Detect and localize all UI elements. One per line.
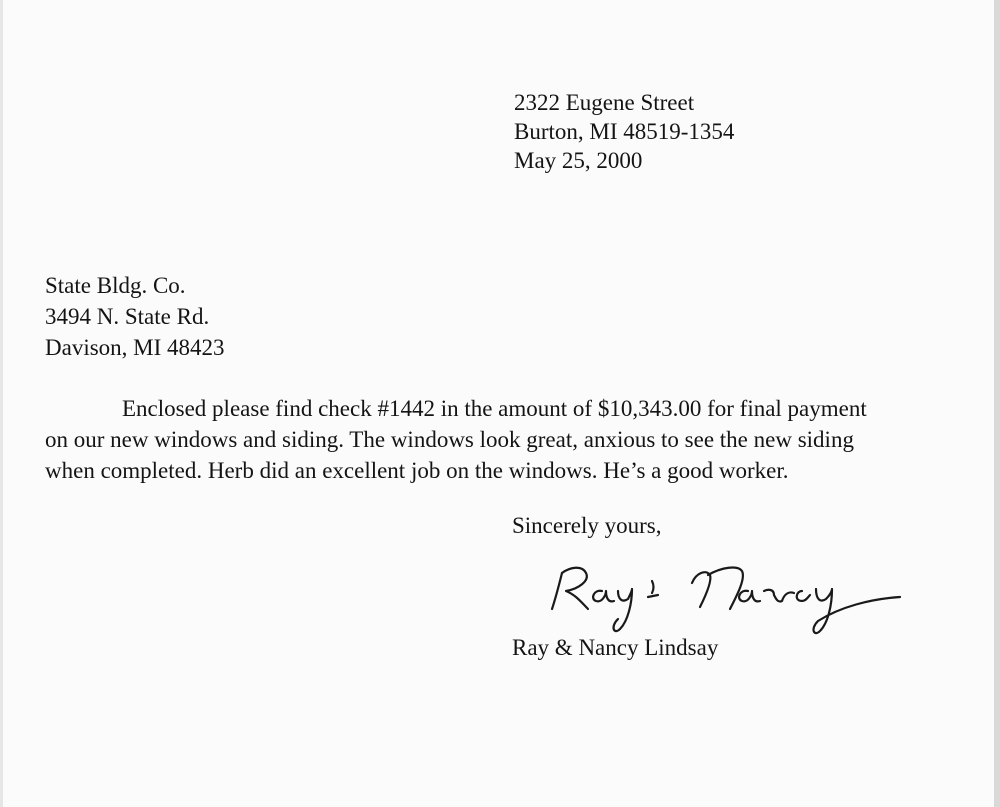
letter-date: May 25, 2000 (514, 148, 643, 173)
recipient-city-line: Davison, MI 48423 (45, 335, 225, 360)
sender-city-line: Burton, MI 48519-1354 (514, 119, 735, 144)
body-line-3: when completed. Herb did an excellent job on the windows. He’s a good worker. (45, 458, 789, 483)
recipient-address-block (45, 270, 225, 363)
recipient-street: 3494 N. State Rd. (45, 304, 210, 329)
body-line-1: Enclosed please find check #1442 in the amount of $10,343.00 for final payment (122, 396, 867, 421)
signer-printed-name: Ray & Nancy Lindsay (512, 635, 719, 660)
handwritten-signature (540, 545, 920, 640)
sender-address-block (514, 88, 734, 175)
closing-salutation: Sincerely yours, (512, 513, 662, 538)
body-line-2: on our new windows and siding. The windows look great, anxious to see the new siding (45, 427, 854, 452)
letter-body (45, 393, 975, 486)
sender-street: 2322 Eugene Street (514, 90, 695, 115)
scan-edge-right (994, 0, 1000, 807)
signature-scribble (540, 545, 920, 640)
recipient-name: State Bldg. Co. (45, 273, 186, 298)
scan-edge-left (0, 0, 3, 807)
